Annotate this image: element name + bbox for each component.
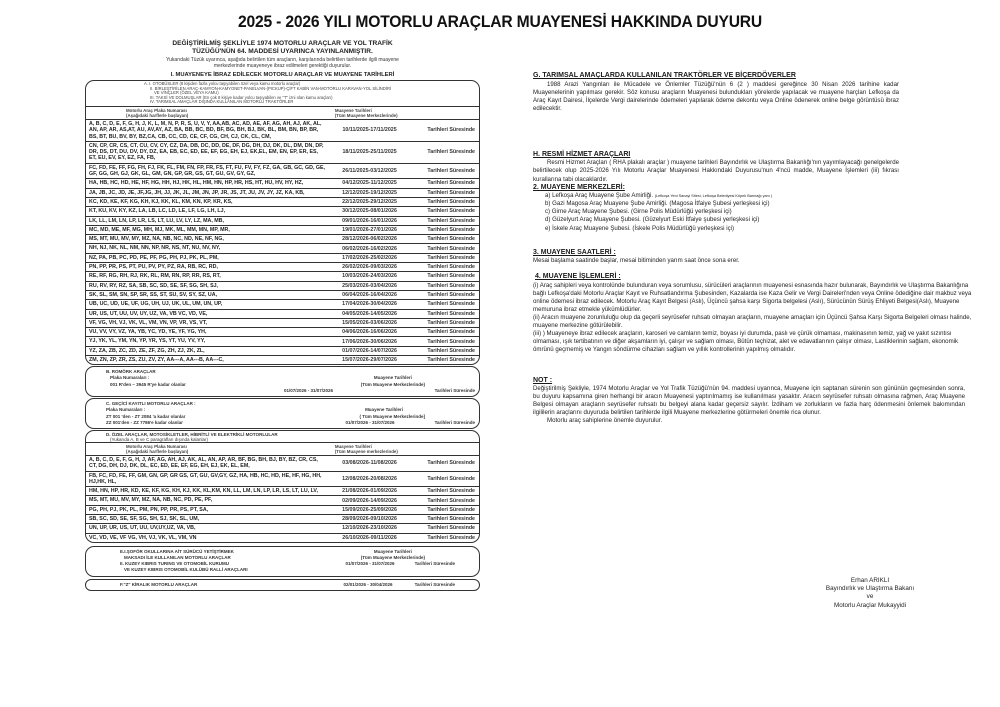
center-item	[545, 208, 899, 216]
section-h-title	[533, 151, 899, 160]
table-row	[86, 164, 479, 180]
note-title-text: NOT :	[533, 376, 553, 384]
table-row	[86, 347, 479, 356]
status-text: Tarihleri Süresinde	[427, 329, 475, 336]
section-f-title: F."Z" KİRALIK MOTORLU ARAÇLAR	[120, 581, 198, 587]
category-item: VE VİNÇLER (ÖZEL VEYA KAMU)	[154, 90, 219, 96]
plate-prefixes: MS, MT, MU, MV, MY, MZ, NA, NB, NC, PD, PE, PF,	[89, 497, 213, 504]
plate-prefixes: VU, VV, VY, VZ, YA, YB, YC, YD, YE, YF, YG, YH,	[89, 329, 207, 336]
section-f-box	[85, 579, 480, 591]
status-text: Tarihleri Süresinde	[427, 357, 475, 364]
status-text: Tarihleri Süresinde	[427, 301, 475, 308]
hours-body: Mesai başlama saatinde başlar, mesai bitiminden yarım saat önce sona erer.	[533, 257, 740, 265]
inspection-dates: 26/02/2026-09/03/2026	[342, 264, 397, 271]
status-text: Tarihleri Süresinde	[427, 506, 475, 513]
inspection-dates: 06/04/2026-16/04/2026	[342, 292, 397, 299]
plate-prefixes: RE, RF, RG, RH, RJ, RK, RL, RM, RN, RP, RR, RS, RT,	[89, 273, 221, 280]
header-plates: Motorlu Araç Plaka Numarası	[126, 107, 187, 113]
centers-title	[533, 184, 899, 193]
procedures-title-text: 4. MUAYENE İŞLEMLERİ :	[535, 273, 621, 281]
plate-prefixes: YJ, YK, YL, YM, YN, YP, YR, YS, YT, YU, YV, YY,	[89, 338, 206, 345]
inspection-dates: 04/05/2026-14/05/2026	[342, 310, 397, 317]
status-text: Tarihleri Süresinde	[434, 387, 475, 393]
centers-title-text: 2. MUAYENE MERKEZLERİ:	[533, 183, 625, 191]
procedure-iii: (iii) ) Muayeneye ibraz edilecek araçların, karoseri ve camların temiz, boyası iyi durumda, paslı ve çürük olmaması, makinasının temiz, yağ ve yakıt sızıntısı olmaması, ışık tertibatının ve diğer akşamların iyi, çalışır ve sağlam olması, Bütün teçhizat, alet ve edavatlarının çalışır olması, Lastiklerinin sağlam, ekonomik ömrünü geçmemiş ve Yangın söndürme cihazları sağlam ve yıllık kontrollerinin yapılmış olmalıdır.	[533, 330, 959, 354]
procedure-i: (i) Araç sahipleri veya kontrolünde bulunduran veya sorumlusu, sürücüleri araçlarının muayenesi esnasında hazır bulunarak, Bayındırlık ve Ulaştırma Bakanlığına bağlı Lefkoşa'daki Motorlu Araçlar Kayıt ve Ruhsatlandırma Şubesinden, Kazalarda ise Kaza Gelir ve Vergi Daireleri'nden veya Online ödediğine dair makbuz veya online ödemesi ibraz edilecek. Motorlu Araç Kayıt Belgesi (Aslı), Üçüncü şahsa karşı Sigorta belgelesi (Aslı), Sürücünün Sürüş Ehliyeti Belgesi(Aslı), Muayene memuruna ibraz etmekle yükümlüdürler.	[533, 281, 972, 313]
table-row	[86, 524, 479, 533]
section-d-table	[86, 456, 479, 542]
inspection-dates: 17/06/2026-30/06/2026	[342, 338, 397, 345]
dates-label: Muayene Tarihleri	[365, 407, 403, 413]
section-e-line: VE KUZEY KIBRIS OTOMOBİL KULÜBÜ RALLİ ARAÇLARI	[124, 567, 248, 573]
section-e-box	[85, 546, 480, 577]
section-g-body: 1988 Arazi Yangınları ile Mücadele ve Önlemler Tüzüğü'nün 6 (2 ) maddesi gereğince 30 Nisan 2026 tarihine kadar Muayenelerinin yapılması gerekir. Söz konusu araçların Muayenesi bulundukları yörelerde yapılacak ve muayene harçları Lefkoşa da Araç Kayıt Dairesi, İlçelerde Vergi dairelerinde ödemeleri yapılarak ödeme dekontu veya Online ödenerek online belge görüntüsü ibraz edilecektir.	[533, 80, 899, 112]
note-closing: Motorlu araç sahiplerine önemle duyurulur.	[547, 417, 663, 425]
inspection-dates: 17/04/2026-30/04/2026	[342, 301, 397, 308]
subtitle-line: TÜZÜĞÜ'NÜN 64. MADDESİ UYARINCA YAYINLANMIŞTIR.	[192, 48, 373, 55]
table-header	[86, 442, 479, 456]
dates-value: 01/07/2026 - 31/07/2026	[345, 561, 395, 567]
plate-prefixes: JA, JB, JC, JD, JE, JF,JG, JH, JJ, JK, JL, JM, JN, JP, JR, JS, JT, JU, JV, JY, JZ, KA, KB,	[89, 189, 305, 196]
inspection-dates: 17/02/2026-25/02/2026	[342, 254, 397, 261]
inspection-dates: 09/01/2026-16/01/2026	[342, 217, 397, 224]
plate-prefixes: HA, HB, HC, HD, HE, HF, HG, HH, HJ, HK, HL, HM, HN, HP, HR, HS, HT, HU, HV, HY, HZ,	[89, 180, 304, 187]
status-text: Tarihleri Süresinde	[427, 254, 475, 261]
status-text: Tarihleri Süresinde	[427, 282, 475, 289]
plate-prefixes: A, B, C, D, E, F, G, H, J, AF, AG, AH, AJ, AK, AL, AN, AP, AR, BF, BG, BH, BJ, BY, BZ, CR, CS, CT, DG, DH, DJ, DK, DL, EC, ED, EE, EF, EG, EH, EJ, EK, EL, EM,	[89, 456, 318, 470]
dates-sub: ( Tüm Muayene Merkezlerinde]	[359, 413, 425, 419]
table-row	[86, 456, 479, 472]
section-c-title: C. GEÇİCİ KAYITLI MOTORLU ARAÇLAR :	[106, 401, 196, 407]
status-text: Tarihleri Süresinde	[427, 245, 475, 252]
status-text: Tarihleri Süresinde	[427, 475, 475, 482]
inspection-dates: 06/02/2026-16/02/2026	[342, 245, 397, 252]
signatory-name: Erhan ARIKLI	[850, 577, 890, 584]
status-text: Tarihleri Süresinde	[427, 217, 475, 224]
table-row	[86, 300, 479, 309]
section-d-box	[85, 430, 480, 543]
inspection-dates: 28/12/2026-06/02/2026	[342, 236, 397, 243]
table-header	[86, 106, 479, 120]
inspection-dates: 02/09/2026-14/09/2026	[342, 497, 397, 504]
plate-prefixes: VC, VD, VE, VF VG, VH, VJ, VK, VL, VM, VN	[89, 534, 197, 541]
status-text: Tarihleri Süresinde	[427, 488, 475, 495]
inspection-dates: 18/11/2025-25/11/2025	[342, 149, 397, 156]
inspection-dates: 04/12/2025-11/12/2025	[342, 180, 397, 187]
status-text: Tarihleri Süresinde	[434, 419, 475, 425]
section-b-box	[85, 366, 480, 397]
inspection-dates: 28/09/2026-09/10/2026	[342, 516, 397, 523]
plate-label: Plaka Numaraları :	[110, 375, 150, 381]
plate-label: Plaka Numaraları :	[106, 407, 146, 413]
signatory-conjunction: ve	[866, 593, 874, 601]
section-h-title-text: H. RESMİ HİZMET ARAÇLARI	[533, 150, 631, 158]
dates-value: 01/07/2026 - 31/07/2026	[345, 419, 395, 425]
inspection-dates: 21/08/2026-01/09/2026	[342, 488, 397, 495]
plate-range: ZT 001 'den - ZT 2084 'a kadar olanlar	[106, 413, 186, 419]
center-name: e) İskele Araç Muayene Şubesi.	[545, 224, 631, 232]
intro-line: Yukarıdaki Tüzük uyarınca, aşağıda belirtilen tüm araçların, karşılarında belirtilen tarihlerde ilgili muayene	[166, 57, 399, 63]
note-body: Değiştirilmiş Şekliyle, 1974 Motorlu Araçlar ve Yol Trafik Tüzüğü'nün 94. maddesi uyarınca, Muayene için saptanan sürenin son gününün geçmesinden sonra, bu duyuru kapsamına giren herhangi bir aracın Muayenesi yaptırılmamış ise kullanılması yasaktır. Aracın seyrüsefer ruhsatı olmasına rağmen, Araç Muayene Belgesi olmayan araçların seyrüsefer ruhsatı bu belgeyi alana kadar geçersiz sayılır. İzdiham ve zorlukların ve fazla harç ödenmesini önlemek bakımından ilgililerin araçlarını duyuruda belirtilen tarihlerde ilgili Muayene merkezlerine götürmeleri önemle rica olunur.	[533, 385, 965, 417]
intro-line: merkezlerinde muayeneye ibraz edilmeleri gerektiği duyurulur.	[213, 63, 352, 69]
plate-prefixes: FB, FC, FD, FE, FF, GM, GN, GP, GR GS, GT, GU, GV,GY, GZ, HA, HB, HC, HD, HE, HF, HG, HH, HJ,HK, HL,	[89, 472, 322, 485]
status-text: Tarihleri Süresinde	[427, 168, 475, 175]
center-item	[545, 225, 899, 233]
plate-prefixes: FC, FD, FE, FF, FG, FH, FJ, FK, FL, FM, FN, FP, FR, FS, FT, FU, FV, FY, FZ, GA, GB, GC, GD, GE, GF, GG, GH, GJ, GK, GL, GM, GN, GP, GR, GS, GT, GU, GV, GY, GZ,	[89, 164, 326, 178]
center-location: (İskele Polis Müdürlüğü yerleşkesi içi)	[632, 224, 735, 232]
status-text: Tarihleri Süresinde	[427, 534, 475, 541]
center-name: b) Gazi Magosa Araç Muayene Şube Amirliği.	[545, 200, 668, 208]
section-a-table	[86, 120, 479, 364]
inspection-dates: 19/01/2026-27/01/2026	[342, 226, 397, 233]
inspection-dates: 01/07/2026-14/07/2026	[342, 347, 397, 354]
inspection-dates: 25/03/2026-03/04/2026	[342, 282, 397, 289]
inspection-dates: 15/07/2026-29/07/2026	[342, 357, 397, 364]
section-g-title	[533, 72, 899, 81]
vehicle-categories	[86, 81, 479, 106]
hours-title	[533, 249, 899, 258]
plate-prefixes: YZ, ZA, ZB, ZC, ZD, ZE, ZF, ZG, ZH, ZJ, ZK, ZL,	[89, 347, 205, 354]
section-e-line: MAKSADI İLE KULLANILAN MOTORLU ARAÇLAR	[124, 555, 231, 561]
dates-sub: (Tüm Muayene Merkezlerinde)	[360, 555, 425, 561]
table-row	[86, 142, 479, 164]
inspection-dates: 10/03/2026-24/03/2026	[342, 273, 397, 280]
status-text: Tarihleri Süresinde	[427, 516, 475, 523]
category-item: A. I. OTOBÜSLER (8 kişiden fazla yolcu taşıyabilen özel veya kamu motorlu araçlar)	[144, 81, 301, 86]
category-item: III. TAKSİ VE DOLMUŞLAR (En çok 8 kişiye kadar yolcu taşıyabilen ve "T" izni olan kamu araçları)	[150, 94, 333, 100]
table-row	[86, 244, 479, 253]
section-h-body: Resmi Hizmet Araçları ( RHA plakalı araçlar ) muayene tarihleri Bayındırlık ve Ulaştırma Bakanlığı'nın yayımlayacağı genelgelerde belirtilecek olup 2025-2026 Yılı Motorlu Araçlar Muayenesi Hakkındaki Duyurusu'nun 4'ncü madde, Muayene İşlemleri (iii) fıkrası kurallarına tabi olacaklardır.	[533, 159, 899, 183]
section-e-line: E.I.ŞOFÖR OKULLARINA AİT SÜRÜCÜ YETİŞTİRMEK	[120, 548, 234, 554]
table-row	[86, 496, 479, 505]
inspection-dates: 12/12/2025-19/12/2025	[342, 189, 397, 196]
plate-prefixes: KC, KD, KE, KF, KG, KH, KJ, KK, KL, KM, KN, KP, KR, KS,	[89, 198, 233, 205]
status-text: Tarihleri Süresinde	[427, 319, 475, 326]
header-dates: Muayene Tarihleri	[334, 107, 372, 113]
table-row	[86, 534, 479, 542]
inspection-dates: 12/08/2026-20/08/2026	[342, 475, 397, 482]
table-row	[86, 356, 479, 364]
signatory-title: Motorlu Araçlar Mukayyidi	[833, 601, 907, 609]
document-title: 2025 - 2026 YILI MOTORLU ARAÇLAR MUAYENESİ HAKKINDA DUYURU	[237, 12, 763, 31]
inspection-dates: 26/10/2026-09/11/2026	[342, 534, 397, 541]
center-item	[545, 216, 899, 224]
table-row	[86, 179, 479, 188]
table-row	[86, 207, 479, 216]
dates-sub: (Tüm Muayene Merkezlerinde)	[360, 381, 425, 387]
table-row	[86, 189, 479, 198]
table-row	[86, 319, 479, 328]
inspection-dates: 03/08/2026-11/08/2026	[342, 460, 397, 467]
plate-prefixes: PN, PP, PR, PS, PT, PU, PV, PY, PZ, RA, RB, RC, RD,	[89, 264, 218, 271]
signatory-title: Bayındırlık ve Ulaştırma Bakanı	[825, 585, 915, 593]
regulation-subtitle	[85, 40, 480, 56]
status-text: Tarihleri Süresinde	[427, 208, 475, 215]
plate-prefixes: CN, CP, CR, CS, CT, CU, CV, CY, CZ, DA, DB, DC, DD, DE, DF, DG, DH, DJ, DK, DL, DM, DN, DP, DR, DS, DT, DU, DV, DY, DZ, EA, EB, EC, ED, EE, EF, EG, EH, EJ, EK,EL, EM, EN, EP, ER, ES, ET, EU, EV, EY, EZ, FA, FB,	[89, 142, 324, 162]
header-dates: Muayene Tarihleri	[334, 443, 372, 449]
center-location: (Güzelyurt Eski İtfaiye şubesi yerleşkesi içi)	[642, 216, 760, 224]
table-row	[86, 487, 479, 496]
dates-value: 02/01/2026 - 30/04/2026	[343, 581, 393, 587]
announcement-details	[533, 72, 972, 426]
intro-text	[85, 57, 480, 69]
dates-label: Muayene Tarihleri	[373, 375, 412, 381]
plate-range: ZZ 001'den - ZZ 7786'e kadar olanlar	[106, 419, 183, 425]
inspection-dates: 26/11/2025-03/12/2025	[342, 168, 397, 175]
table-row	[86, 263, 479, 272]
inspection-dates: 30/12/2025-08/01/2026	[342, 208, 397, 215]
section-b-title: B. ROMÖRK ARAÇLAR	[106, 369, 156, 375]
inspection-centers-list	[533, 192, 899, 232]
status-text: Tarihleri Süresinde	[427, 189, 475, 196]
plate-prefixes: RU, RV, RY, RZ, SA, SB, SC, SD, SE, SF, SG, SH, SJ,	[89, 282, 219, 289]
table-row	[86, 282, 479, 291]
status-text: Tarihleri Süresinde	[414, 581, 455, 587]
inspection-schedule	[85, 40, 480, 591]
procedures-title	[533, 273, 973, 282]
section-g-title-text: G. TARIMSAL AMAÇLARDA KULLANILAN TRAKTÖRLER VE BİÇERDÖVERLER	[533, 72, 796, 79]
hours-title-text: 3. MUAYENE SAATLERİ :	[533, 248, 616, 256]
center-item	[545, 200, 899, 208]
status-text: Tarihleri Süresinde	[414, 561, 455, 567]
plate-prefixes: HM, HN, HP, HR, KD, KE, KF, KG, KH, KJ, KK, KL,KM, KN, LL, LM, LN, LP, LR, LS, LT, LU, LV,	[89, 488, 318, 495]
header-plates-sub: (Aşağıdaki harflerle başlayan)	[126, 448, 189, 454]
header-plates: Motorlu Araç Plaka Numarası	[126, 443, 187, 449]
section-heading: I. MUAYENEYE İBRAZ EDİLECEK MOTORLU ARAÇLAR VE MUAYENE TARİHLERİ	[170, 72, 395, 78]
status-text: Tarihleri Süresinde	[427, 273, 475, 280]
plate-prefixes: UR, US, UT, UU, UV, UY, UZ, VA, VB VC, VD, VE,	[89, 310, 208, 317]
subtitle-line: DEĞİŞTİRİLMİŞ ŞEKLİYLE 1974 MOTORLU ARAÇLAR VE YOL TRAFİK	[172, 40, 393, 47]
section-d-subtitle: (Yukarıda A, B ve C paragrafları dışında kalanlar)	[110, 436, 209, 442]
status-text: Tarihleri Süresinde	[427, 338, 475, 345]
header-plates-sub: (Aşağıdaki harflerle başlayan)	[126, 112, 189, 118]
center-name: d) Güzelyurt Araç Muayene Şubesi.	[545, 216, 641, 224]
plate-range: 001 R'den – 3945 R'ye kadar olanlar	[110, 381, 186, 387]
center-location: (Lefkoşa Yeni Sanayi Sitesi, Lefkoşa Belediyesi Köpek Barınağı yanı )	[654, 194, 773, 199]
table-row	[86, 235, 479, 244]
signature-block	[790, 577, 950, 610]
table-row	[86, 198, 479, 207]
center-item	[545, 192, 899, 200]
status-text: Tarihleri Süresinde	[427, 347, 475, 354]
table-row	[86, 217, 479, 226]
status-text: Tarihleri Süresinde	[427, 226, 475, 233]
category-item: II. BİRLEŞTİRİLEN ARAÇ-KAMYON-KAMYONET-PANELVAN-(PICKUP)-ÇİFT KABİN VAN-MOTORLU KARAVAN-YOL SİLİNDİRİ	[150, 85, 392, 91]
inspection-dates: 15/09/2026-25/09/2026	[342, 506, 397, 513]
status-text: Tarihleri Süresinde	[427, 497, 475, 504]
plate-prefixes: KT, KU, KV, KY, KZ, LA, LB, LC, LD, LE, LF, LG, LH, LJ,	[89, 208, 226, 215]
status-text: Tarihleri Süresinde	[427, 292, 475, 299]
plate-prefixes: ZM, ZN, ZP, ZR, ZS, ZU, ZV, ZY, AA---A, AA---B, AA---C,	[89, 356, 224, 363]
status-text: Tarihleri Süresinde	[427, 310, 475, 317]
table-row	[86, 337, 479, 346]
status-text: Tarihleri Süresinde	[427, 180, 475, 187]
plate-prefixes: LK, LL, LM, LN, LP, LR, LS, LT, LU, LV, LY, LZ, MA, MB,	[89, 217, 224, 224]
table-row	[86, 272, 479, 281]
plate-prefixes: MC, MD, ME, MF, MG, MH, MJ, MK, ML, MM, MN, MP, MR,	[89, 226, 230, 233]
plate-prefixes: UN, UP, UR, US, UT, UU, UV,UY,UZ, VA, VB,	[89, 525, 196, 532]
table-row	[86, 120, 479, 142]
table-row	[86, 254, 479, 263]
center-name: a) Lefkoşa Araç Muayene Şube Amirliği.	[545, 192, 654, 200]
inspection-dates: 04/06/2026-16/06/2026	[342, 329, 397, 336]
plate-prefixes: UB, UC, UD, UE, UF, UG, UH, UJ, UK, UL, UM, UN, UP,	[89, 301, 223, 308]
section-e-line: II. KUZEY KIBRIS TURING VE OTOMOBİL KURUMU	[120, 561, 230, 567]
plate-prefixes: MS, MT, MU, MV, MY, MZ, NA, NB, NC, ND, NE, NF, NG,	[89, 236, 224, 243]
category-item: IV. TARIMSAL AMAÇLAR DIŞINDA KULLANILAN MOTORLU TRAKTÖRLER	[150, 99, 294, 105]
plate-prefixes: PG, PH, PJ, PK, PL, PM, PN, PP, PR, PS, PT, SA,	[89, 506, 209, 513]
plate-prefixes: NH, NJ, NK, NL, NM, NN, NP, NR, NS, NT, NU, NV, NY,	[89, 245, 221, 252]
dates-value: 01/07/2026 - 31/07/2026	[284, 387, 334, 393]
center-location: (Girne Polis Müdürlüğü yerleşkesi içi)	[631, 208, 732, 216]
dates-label: Muayene Tarihleri	[373, 548, 412, 554]
status-text: Tarihleri Süresinde	[427, 264, 475, 271]
plate-prefixes: SK, SL, SM, SN, SP, SR, SS, ST, SU, SV, SY, SZ, UA,	[89, 291, 218, 298]
status-text: Tarihleri Süresinde	[427, 199, 475, 206]
procedure-ii: (ii) Aracın muayene zorunluluğu olup da geçerli seyrüsefer ruhsatı olmayan araçların, muayene amaçları için Üçüncü Şahsa Karşı Sigorta Belgeleri olması halinde, muayene merkezine götürülebilir.	[533, 314, 972, 330]
inspection-dates: 15/05/2026-03/06/2026	[342, 319, 397, 326]
section-d-title: D. ÖZEL ARAÇLAR, MOTOSİKLETLER, HİBRİTLİ VE ELEKTRİKLİ MOTORLULAR	[106, 431, 278, 437]
inspection-dates: 10/11/2025-17/11/2025	[342, 127, 397, 134]
status-text: Tarihleri Süresinde	[427, 525, 475, 532]
status-text: Tarihleri Süresinde	[427, 236, 475, 243]
table-row	[86, 515, 479, 524]
table-row	[86, 328, 479, 337]
section-a-box	[85, 80, 480, 365]
inspection-dates: 12/10/2026-23/10/2026	[342, 525, 397, 532]
center-location: (Magosa İtfaiye Şubesi yerleşkesi içi)	[669, 200, 770, 208]
plate-prefixes: NZ, PA, PB, PC, PD, PE, PF, PG, PH, PJ, PK, PL, PM,	[89, 254, 219, 261]
status-text: Tarihleri Süresinde	[427, 149, 475, 156]
header-dates-sub: (Tüm Muayene merkezlerinde)	[334, 448, 398, 454]
table-row	[86, 226, 479, 235]
table-row	[86, 291, 479, 300]
table-row	[86, 310, 479, 319]
header-dates-sub: (Tüm Muayene Merkezlerinde)	[334, 112, 398, 118]
status-text: Tarihleri Süresinde	[427, 127, 475, 134]
table-row	[86, 472, 479, 488]
table-row	[86, 506, 479, 515]
section-c-box	[85, 398, 480, 429]
plate-prefixes: A, B, C, D, E, F, G, H, J, K, L, M, N, P, R, S, U, V, Y, AA,AB, AC, AD, AE, AF, AG, AH, AJ, AK, AL, AN, AP, AR, AS,AT, AU, AV,AY, AZ, BA, BB, BC, BD, BF, BG, BH, BJ, BK, BL, BM, BN, BP, BR, BS, BT, BU, BV, BY, BZ,CA, CB, CC, CD, CE, CF, CG, CH, CJ, CK, CL, CM,	[89, 120, 322, 140]
status-text: Tarihleri Süresinde	[427, 460, 475, 467]
plate-prefixes: SB, SC, SD, SE, SF, SG, SH, SJ, SK, SL, UM,	[89, 515, 200, 522]
note-title	[533, 377, 973, 386]
center-name: c) Girne Araç Muayene Şubesi.	[545, 208, 630, 216]
inspection-dates: 22/12/2025-29/12/2025	[342, 199, 397, 206]
plate-prefixes: VF, VG, VH, VJ, VK, VL, VM, VN, VP, VR, VS, VT,	[89, 319, 207, 326]
